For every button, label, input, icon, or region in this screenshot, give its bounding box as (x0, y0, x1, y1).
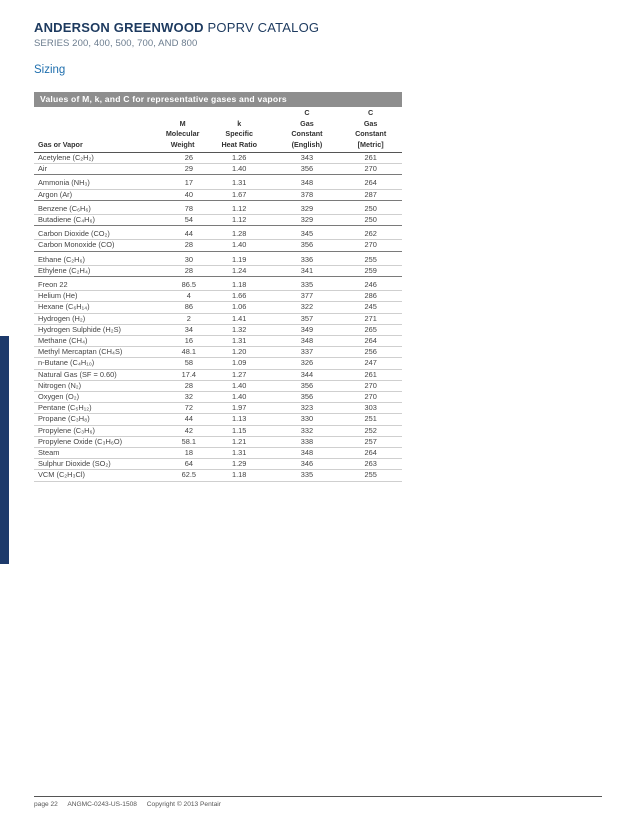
constant-english-cell: 378 (300, 189, 314, 199)
constant-english-cell: 330 (300, 414, 314, 424)
brand-name: ANDERSON GREENWOOD (34, 20, 204, 35)
heat-ratio-cell: 1.06 (232, 302, 247, 312)
table-row (34, 459, 402, 470)
col-header-c-english: C Gas Constant (English) (291, 108, 323, 149)
table-row (34, 277, 402, 291)
constant-english-cell: 357 (300, 313, 314, 323)
heat-ratio-cell: 1.40 (232, 240, 247, 250)
constant-english-cell: 349 (300, 324, 314, 334)
heat-ratio-cell: 1.13 (232, 414, 247, 424)
copyright: Copyright © 2013 Pentair (146, 801, 221, 808)
heat-ratio-cell: 1.32 (232, 324, 247, 334)
heat-ratio-cell: 1.31 (232, 448, 247, 458)
constant-english-cell: 335 (300, 280, 314, 290)
gas-cell: Hydrogen Sulphide (H₂S) (38, 324, 121, 334)
gas-cell: Freon 22 (38, 280, 68, 290)
constant-metric-cell: 252 (364, 425, 377, 435)
document-number: ANGMC-0243-US-1508 (67, 801, 137, 808)
constant-english-cell: 329 (300, 203, 314, 213)
gas-cell: Pentane (C₅H₁₂) (38, 403, 92, 413)
molecular-weight-cell: 54 (184, 215, 193, 225)
table-row (34, 291, 402, 302)
heat-ratio-cell: 1.12 (232, 215, 247, 225)
table-row (34, 265, 402, 276)
constant-metric-cell: 246 (364, 280, 377, 290)
gas-cell: Benzene (C₆H₆) (38, 203, 91, 213)
gas-cell: Ethylene (C₂H₄) (38, 265, 91, 275)
heat-ratio-cell: 1.31 (232, 336, 247, 346)
heat-ratio-cell: 1.24 (232, 265, 247, 275)
molecular-weight-cell: 28 (184, 265, 193, 275)
section-title: Sizing (34, 64, 66, 76)
catalog-name: POPRV CATALOG (207, 20, 320, 35)
table-row (34, 175, 402, 189)
table-row (34, 240, 402, 251)
heat-ratio-cell: 1.29 (232, 459, 247, 469)
constant-metric-cell: 270 (364, 380, 377, 390)
constant-english-cell: 332 (300, 425, 314, 435)
constant-english-cell: 356 (300, 164, 314, 174)
heat-ratio-cell: 1.66 (232, 291, 247, 301)
constant-english-cell: 343 (300, 153, 314, 162)
side-accent-bar (0, 336, 9, 564)
molecular-weight-cell: 2 (186, 313, 191, 323)
heat-ratio-cell: 1.67 (232, 189, 247, 199)
table-row (34, 226, 402, 240)
page-number: page 22 (34, 801, 58, 808)
table-row (34, 251, 402, 265)
constant-english-cell: 346 (300, 459, 314, 469)
constant-metric-cell: 264 (364, 448, 377, 458)
table-row (34, 392, 402, 403)
molecular-weight-cell: 28 (184, 380, 193, 390)
molecular-weight-cell: 86.5 (181, 280, 197, 290)
constant-english-cell: 336 (300, 254, 314, 264)
gas-cell: Ammonia (NH₃) (38, 178, 90, 188)
col-header-c-metric: C Gas Constant [Metric] (355, 108, 387, 149)
molecular-weight-cell: 16 (184, 336, 193, 346)
constant-metric-cell: 264 (364, 336, 377, 346)
gas-cell: Oxygen (O₂) (38, 392, 80, 402)
constant-english-cell: 323 (300, 403, 314, 413)
table-row (34, 324, 402, 335)
molecular-weight-cell: 86 (184, 302, 193, 312)
table-row (34, 189, 402, 200)
gas-cell: Nitrogen (N₂) (38, 380, 82, 390)
table-row (34, 380, 402, 391)
constant-metric-cell: 263 (364, 459, 377, 469)
molecular-weight-cell: 40 (184, 189, 193, 199)
constant-metric-cell: 270 (364, 240, 377, 250)
molecular-weight-cell: 72 (184, 403, 193, 413)
gas-cell: Ethane (C₂H₆) (38, 254, 85, 264)
gas-cell: n-Butane (C₄H₁₀) (38, 358, 95, 368)
table-row (34, 425, 402, 436)
table-row (34, 336, 402, 347)
heat-ratio-cell: 1.97 (232, 403, 247, 413)
gas-cell: Acetylene (C₂H₂) (38, 153, 94, 162)
col-header-k: k Specific Heat Ratio (221, 118, 257, 149)
constant-english-cell: 356 (300, 392, 314, 402)
molecular-weight-cell: 58 (184, 358, 193, 368)
molecular-weight-cell: 18 (184, 448, 193, 458)
table-row (34, 369, 402, 380)
table-row (34, 358, 402, 369)
constant-metric-cell: 255 (364, 470, 377, 480)
molecular-weight-cell: 42 (184, 425, 193, 435)
gas-cell: Sulphur Dioxide (SO₂) (38, 459, 111, 469)
constant-metric-cell: 287 (364, 189, 377, 199)
constant-english-cell: 329 (300, 215, 314, 225)
gas-cell: VCM (C₂H₃Cl) (38, 470, 85, 480)
gas-cell: Hydrogen (H₂) (38, 313, 86, 323)
constant-metric-cell: 256 (364, 347, 377, 357)
heat-ratio-cell: 1.09 (232, 358, 247, 368)
page-footer (34, 801, 229, 808)
heat-ratio-cell: 1.26 (232, 153, 247, 162)
constant-english-cell: 335 (300, 470, 314, 480)
molecular-weight-cell: 48.1 (181, 347, 197, 357)
constant-english-cell: 348 (300, 178, 314, 188)
constant-metric-cell: 265 (364, 324, 377, 334)
heat-ratio-cell: 1.40 (232, 164, 247, 174)
table-row (34, 470, 402, 481)
constant-metric-cell: 257 (364, 436, 377, 446)
constant-english-cell: 345 (300, 229, 314, 239)
gas-cell: Carbon Monoxide (CO) (38, 240, 115, 250)
table-row (34, 200, 402, 214)
gas-cell: Steam (38, 448, 60, 458)
constant-metric-cell: 261 (364, 153, 377, 162)
gas-properties-table (34, 92, 402, 482)
constant-english-cell: 326 (300, 358, 314, 368)
constant-metric-cell: 262 (364, 229, 377, 239)
molecular-weight-cell: 34 (184, 324, 193, 334)
molecular-weight-cell: 44 (184, 229, 193, 239)
molecular-weight-cell: 44 (184, 414, 193, 424)
molecular-weight-cell: 26 (184, 153, 193, 162)
constant-metric-cell: 270 (364, 164, 377, 174)
gas-cell: Methyl Mercaptan (CH₄S) (38, 347, 123, 357)
table-row (34, 403, 402, 414)
table-row (34, 313, 402, 324)
gas-cell: Propylene Oxide (C₃H₆O) (38, 436, 123, 446)
gas-cell: Butadiene (C₄H₆) (38, 215, 95, 225)
constant-metric-cell: 250 (364, 203, 377, 213)
heat-ratio-cell: 1.18 (232, 470, 247, 480)
heat-ratio-cell: 1.21 (232, 436, 247, 446)
gas-cell: Methane (CH₄) (38, 336, 88, 346)
heat-ratio-cell: 1.12 (232, 203, 247, 213)
table-row (34, 215, 402, 226)
heat-ratio-cell: 1.40 (232, 380, 247, 390)
molecular-weight-cell: 64 (184, 459, 193, 469)
constant-metric-cell: 250 (364, 215, 377, 225)
heat-ratio-cell: 1.27 (232, 369, 247, 379)
table-row (34, 436, 402, 447)
gas-cell: Carbon Dioxide (CO₂) (38, 229, 110, 239)
constant-english-cell: 348 (300, 448, 314, 458)
constant-english-cell: 338 (300, 436, 314, 446)
col-header-m: M Molecular Weight (165, 118, 200, 149)
constant-metric-cell: 247 (364, 358, 377, 368)
table-row (34, 153, 402, 164)
molecular-weight-cell: 62.5 (181, 470, 197, 480)
heat-ratio-cell: 1.31 (232, 178, 247, 188)
table-row (34, 164, 402, 175)
constant-metric-cell: 255 (364, 254, 377, 264)
gas-cell: Propylene (C₃H₆) (38, 425, 95, 435)
constant-metric-cell: 286 (364, 291, 377, 301)
heat-ratio-cell: 1.15 (232, 425, 247, 435)
table-row (34, 448, 402, 459)
series-subtitle: SERIES 200, 400, 500, 700, AND 800 (34, 38, 198, 49)
heat-ratio-cell: 1.19 (232, 254, 247, 264)
table-row (34, 302, 402, 313)
molecular-weight-cell: 17 (184, 178, 193, 188)
molecular-weight-cell: 58.1 (181, 436, 197, 446)
heat-ratio-cell: 1.40 (232, 392, 247, 402)
molecular-weight-cell: 78 (184, 203, 193, 213)
constant-english-cell: 344 (300, 369, 314, 379)
gas-cell: Natural Gas (SF = 0.60) (38, 369, 117, 379)
constant-metric-cell: 261 (364, 369, 377, 379)
footer-rule (34, 796, 602, 797)
constant-english-cell: 356 (300, 380, 314, 390)
col-header-gas: Gas or Vapor (38, 139, 83, 149)
constant-metric-cell: 303 (364, 403, 377, 413)
constant-english-cell: 348 (300, 336, 314, 346)
constant-english-cell: 356 (300, 240, 314, 250)
gas-cell: Argon (Ar) (38, 189, 73, 199)
constant-metric-cell: 264 (364, 178, 377, 188)
constant-english-cell: 337 (300, 347, 314, 357)
table-row (34, 347, 402, 358)
constant-english-cell: 377 (300, 291, 314, 301)
heat-ratio-cell: 1.20 (232, 347, 247, 357)
heat-ratio-cell: 1.41 (232, 313, 247, 323)
gas-cell: Helium (He) (38, 291, 78, 301)
constant-metric-cell: 251 (364, 414, 377, 424)
constant-english-cell: 341 (300, 265, 314, 275)
constant-metric-cell: 259 (364, 265, 377, 275)
constant-metric-cell: 245 (364, 302, 377, 312)
catalog-title (34, 20, 319, 35)
table-header-row (34, 107, 402, 153)
molecular-weight-cell: 17.4 (181, 369, 197, 379)
table-row (34, 414, 402, 425)
molecular-weight-cell: 32 (184, 392, 193, 402)
constant-metric-cell: 271 (364, 313, 377, 323)
constant-metric-cell: 270 (364, 392, 377, 402)
molecular-weight-cell: 29 (184, 164, 193, 174)
molecular-weight-cell: 28 (184, 240, 193, 250)
gas-cell: Hexane (C₆H₁₄) (38, 302, 90, 312)
heat-ratio-cell: 1.18 (232, 280, 247, 290)
gas-cell: Air (38, 164, 48, 174)
molecular-weight-cell: 4 (186, 291, 191, 301)
table-title: Values of M, k, and C for representative gases and vapors (34, 92, 402, 107)
gas-cell: Propane (C₃H₈) (38, 414, 90, 424)
constant-english-cell: 322 (300, 302, 314, 312)
molecular-weight-cell: 30 (184, 254, 193, 264)
heat-ratio-cell: 1.28 (232, 229, 247, 239)
